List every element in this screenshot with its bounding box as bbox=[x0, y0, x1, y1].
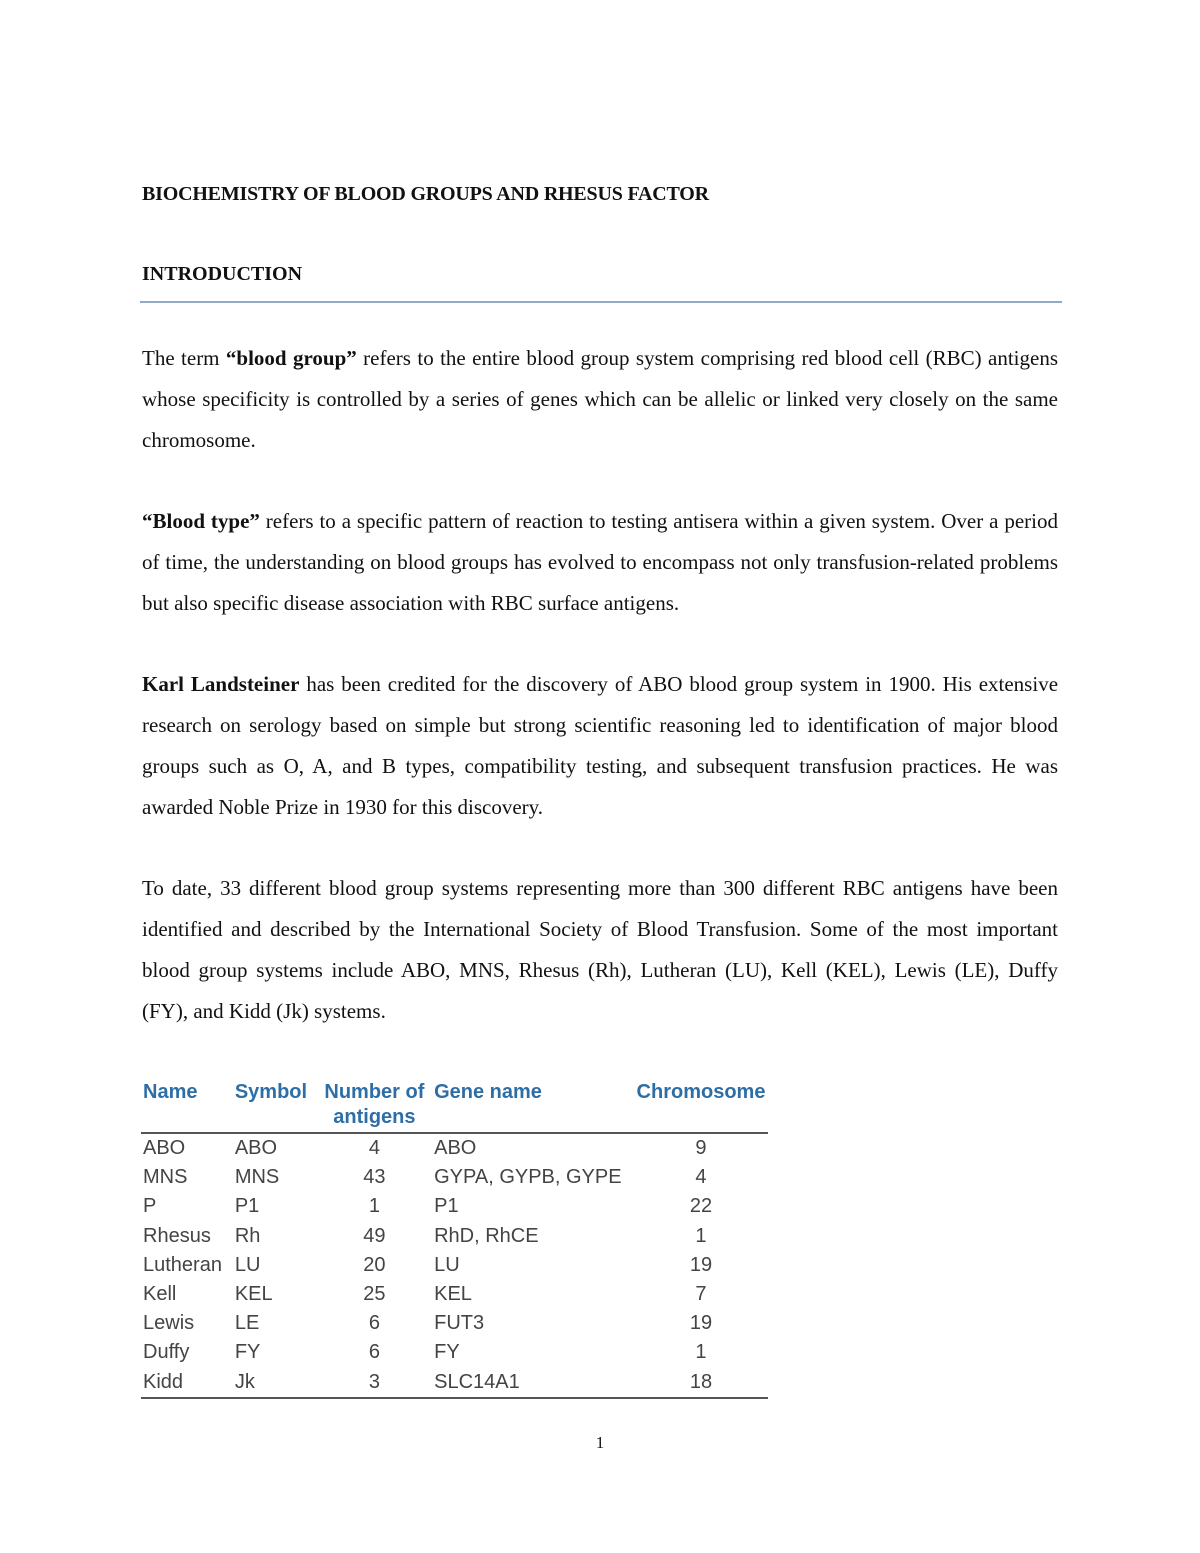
cell-antigens: 20 bbox=[363, 1253, 386, 1276]
cell-name: MNS bbox=[143, 1166, 188, 1189]
cell-antigens: 25 bbox=[363, 1283, 386, 1306]
table-row bbox=[141, 1280, 768, 1309]
cell-symbol: Rh bbox=[234, 1224, 261, 1247]
term-blood-type: “Blood type” bbox=[142, 509, 260, 533]
cell-symbol: ABO bbox=[234, 1137, 278, 1160]
cell-antigens: 3 bbox=[317, 1368, 432, 1398]
cell-symbol: P1 bbox=[234, 1195, 260, 1218]
table-row bbox=[141, 1368, 768, 1398]
blood-group-systems-table bbox=[141, 1080, 768, 1399]
cell-gene: P1 bbox=[434, 1195, 459, 1218]
header-name: Name bbox=[141, 1080, 233, 1133]
paragraph-blood-group: The term “blood group” refers to the entire blood group system comprising red blood cell (RBC) antigens whose specificity is controlled by a series of genes which can be allelic or linked very closely on the same chromosome. bbox=[142, 346, 1058, 452]
header-symbol: Symbol bbox=[233, 1080, 317, 1133]
cell-gene: SLC14A1 bbox=[432, 1368, 634, 1398]
cell-symbol: FY bbox=[234, 1341, 261, 1364]
cell-name: Duffy bbox=[143, 1341, 190, 1364]
cell-antigens: 6 bbox=[368, 1312, 380, 1335]
cell-antigens: 49 bbox=[363, 1224, 386, 1247]
page-number: 1 bbox=[595, 1433, 605, 1452]
cell-chromosome: 22 bbox=[689, 1195, 713, 1218]
table-row bbox=[141, 1192, 768, 1221]
header-gene-name: Gene name bbox=[432, 1080, 634, 1133]
table-row bbox=[141, 1133, 768, 1163]
cell-gene: GYPA, GYPB, GYPE bbox=[434, 1166, 622, 1189]
cell-chromosome: 1 bbox=[695, 1341, 707, 1364]
cell-chromosome: 7 bbox=[695, 1283, 707, 1306]
term-blood-group: “blood group” bbox=[225, 346, 357, 370]
cell-symbol: LU bbox=[234, 1253, 261, 1276]
cell-gene: RhD, RhCE bbox=[434, 1224, 539, 1247]
cell-name: Rhesus bbox=[143, 1224, 211, 1247]
table-row bbox=[141, 1309, 768, 1338]
cell-gene: ABO bbox=[434, 1137, 477, 1160]
cell-symbol: LE bbox=[234, 1312, 260, 1335]
cell-name: Kell bbox=[143, 1283, 177, 1306]
cell-antigens: 4 bbox=[368, 1137, 380, 1160]
paragraph-blood-group-systems: To date, 33 different blood group systems representing more than 300 different RBC antigens have been identified and described by the International Society of Blood Transfusion. Some of the most important blood group systems include ABO, MNS, Rhesus (Rh), Lutheran (LU), Kell (KEL), Lewis (LE), Duffy (FY), and Kidd (Jk) systems. bbox=[142, 876, 1058, 1023]
document-title: BIOCHEMISTRY OF BLOOD GROUPS AND RHESUS FACTOR bbox=[142, 183, 709, 205]
cell-chromosome: 9 bbox=[695, 1137, 707, 1160]
table-row bbox=[141, 1338, 768, 1367]
cell-name: Lutheran bbox=[143, 1253, 222, 1276]
section-heading-introduction: INTRODUCTION bbox=[142, 263, 303, 285]
cell-symbol: KEL bbox=[234, 1283, 273, 1306]
name-karl-landsteiner: Karl Landsteiner bbox=[142, 672, 300, 696]
paragraph-landsteiner: Karl Landsteiner has been credited for the discovery of ABO blood group system in 1900. His extensive research on serology based on simple but strong scientific reasoning led to identification of major blood groups such as O, A, and B types, compatibility testing, and subsequent transfusion practices. He was awarded Noble Prize in 1930 for this discovery. bbox=[142, 672, 1059, 819]
cell-gene: FY bbox=[434, 1341, 460, 1364]
table-row bbox=[141, 1222, 768, 1251]
table-header-row bbox=[141, 1080, 768, 1133]
cell-name: Lewis bbox=[143, 1312, 195, 1335]
cell-chromosome: 1 bbox=[695, 1224, 707, 1247]
cell-name: P bbox=[143, 1195, 157, 1218]
cell-chromosome: 18 bbox=[634, 1368, 768, 1398]
cell-antigens: 43 bbox=[363, 1166, 386, 1189]
table-row bbox=[141, 1163, 768, 1192]
header-chromosome: Chromosome bbox=[634, 1080, 768, 1133]
table-row bbox=[141, 1251, 768, 1280]
cell-antigens: 6 bbox=[368, 1341, 380, 1364]
cell-chromosome: 4 bbox=[695, 1166, 707, 1189]
cell-gene: LU bbox=[434, 1253, 460, 1276]
cell-symbol: MNS bbox=[234, 1166, 280, 1189]
cell-symbol: Jk bbox=[233, 1368, 317, 1398]
paragraph-blood-type: “Blood type” refers to a specific pattern of reaction to testing antisera within a given system. Over a period of time, the understanding on blood groups has evolved to encompass not only transfusion-related problems but also specific disease association with RBC surface antigens. bbox=[142, 509, 1058, 615]
cell-chromosome: 19 bbox=[689, 1312, 713, 1335]
cell-gene: KEL bbox=[434, 1283, 472, 1306]
cell-antigens: 1 bbox=[368, 1195, 380, 1218]
cell-chromosome: 19 bbox=[689, 1253, 713, 1276]
header-number-of-antigens: Number of antigens bbox=[317, 1080, 432, 1133]
cell-name: Kidd bbox=[141, 1368, 233, 1398]
cell-gene: FUT3 bbox=[434, 1312, 485, 1335]
cell-name: ABO bbox=[143, 1137, 186, 1160]
heading-divider bbox=[140, 301, 1062, 303]
